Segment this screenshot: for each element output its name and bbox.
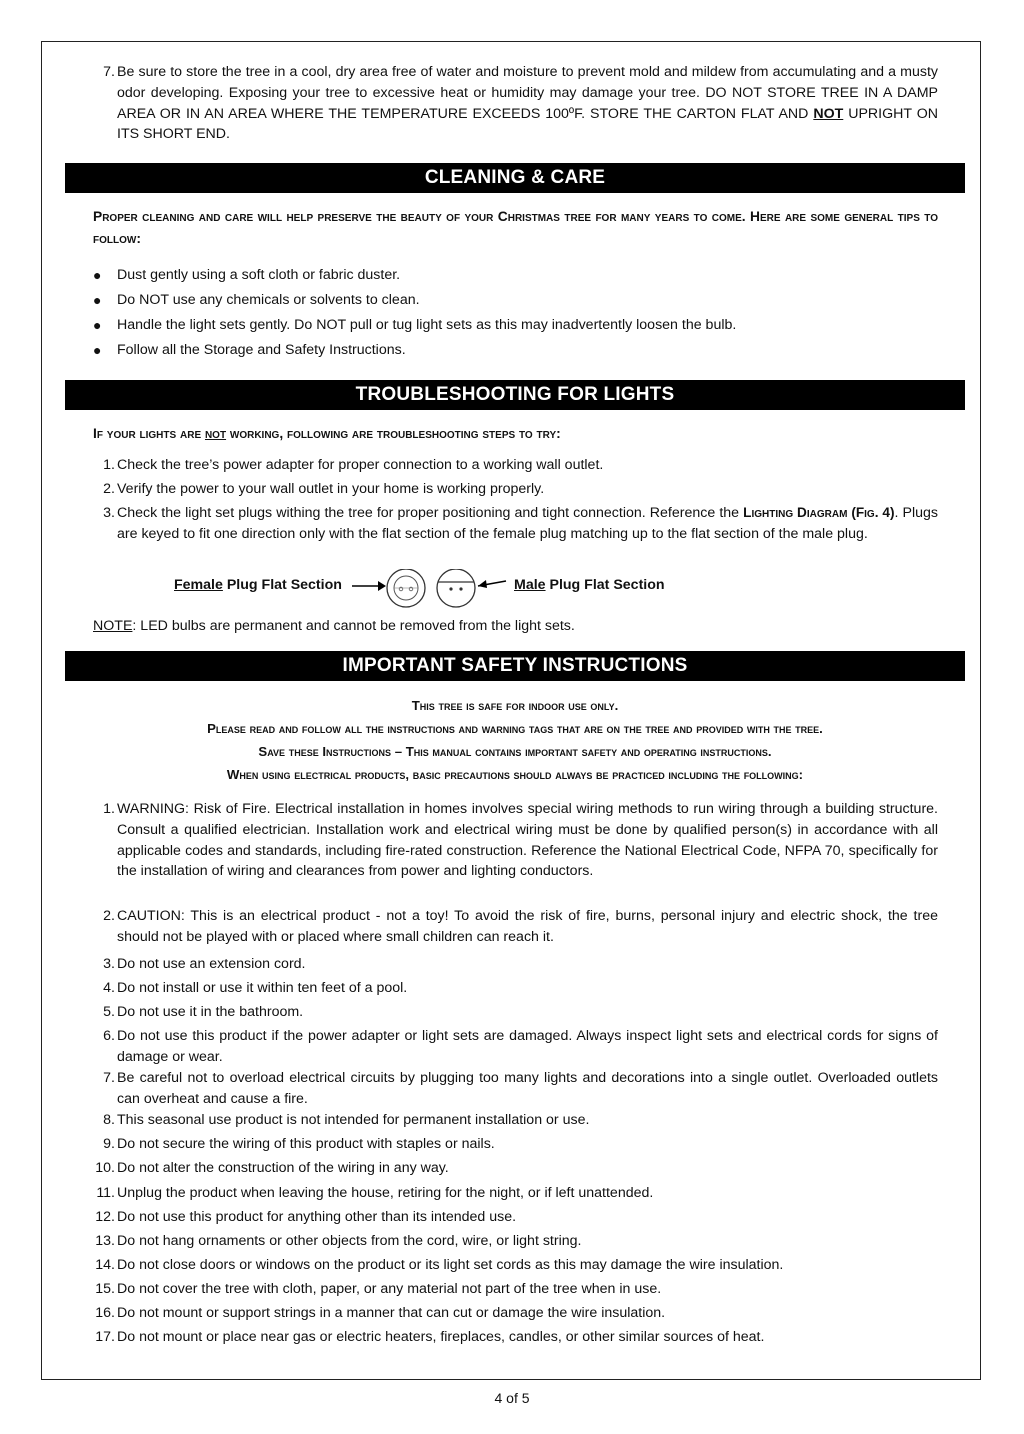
item-number: 13. xyxy=(95,1233,115,1249)
section-heading-troubleshooting: TROUBLESHOOTING FOR LIGHTS xyxy=(65,380,965,410)
item-text: Do not use an extension cord. xyxy=(117,956,306,972)
section-heading-safety: IMPORTANT SAFETY INSTRUCTIONS xyxy=(65,651,965,681)
troubleshooting-step-3 xyxy=(83,503,938,545)
safety-item xyxy=(83,1207,938,1228)
item-number: 3. xyxy=(103,956,115,972)
safety-item xyxy=(83,1134,938,1155)
section-heading-cleaning: CLEANING & CARE xyxy=(65,163,965,193)
safety-item xyxy=(83,906,938,948)
item-text: This seasonal use product is not intended for permanent installation or use. xyxy=(117,1112,590,1128)
female-plug-icon xyxy=(387,569,425,607)
safety-item xyxy=(83,1068,938,1110)
cleaning-intro: Proper cleaning and care will help preserve the beauty of your Christmas tree for many years to come. Here are some general tips to follow: xyxy=(93,209,938,246)
item-number: 9. xyxy=(103,1136,115,1152)
cleaning-tips-list xyxy=(93,265,938,365)
safety-item xyxy=(83,1327,938,1348)
troubleshooting-step-2 xyxy=(83,479,938,500)
item-number: 10. xyxy=(95,1160,115,1176)
item-text: Do not close doors or windows on the product or its light set cords as this may damage the wire insulation. xyxy=(117,1257,784,1273)
male-plug-label: Male Plug Flat Section xyxy=(514,577,665,593)
item-text: Do not use this product if the power adapter or light sets are damaged. Always inspect light sets and electrical cords for signs of damage or wear. xyxy=(117,1028,938,1065)
item-text: Do not install or use it within ten feet of a pool. xyxy=(117,980,408,996)
item-number: 1. xyxy=(103,801,115,817)
female-plug-label: Female Plug Flat Section xyxy=(174,577,342,593)
safety-intro-line-4: When using electrical products, basic precautions should always be practiced including the following: xyxy=(226,767,804,782)
safety-item xyxy=(83,1158,938,1179)
led-note: NOTE: LED bulbs are permanent and cannot be removed from the light sets. xyxy=(93,618,575,634)
plug-diagram xyxy=(0,569,1024,609)
item-text: Do not use this product for anything other than its intended use. xyxy=(117,1209,517,1225)
item-number: 7. xyxy=(103,1070,115,1086)
bullet-icon: ● xyxy=(93,292,102,308)
troubleshooting-step-1 xyxy=(83,455,938,476)
safety-intro-line-1: This tree is safe for indoor use only. xyxy=(411,698,619,713)
step-number: 2. xyxy=(103,481,115,497)
storage-item-7 xyxy=(83,62,938,145)
item-text: Be careful not to overload electrical circuits by plugging too many lights and decorations into a single outlet. Overloaded outlets can overheat and cause a fire. xyxy=(117,1070,938,1107)
item-number: 17. xyxy=(95,1329,115,1345)
step-number: 3. xyxy=(103,505,115,521)
item-number: 7. xyxy=(103,64,115,80)
safety-item xyxy=(83,1002,938,1023)
safety-item xyxy=(83,978,938,999)
plug-illustration xyxy=(348,569,508,609)
item-number: 6. xyxy=(103,1028,115,1044)
step-number: 1. xyxy=(103,457,115,473)
item-number: 2. xyxy=(103,908,115,924)
item-number: 16. xyxy=(95,1305,115,1321)
item-text: Do not cover the tree with cloth, paper, or any material not part of the tree when in use. xyxy=(117,1281,662,1297)
item-number: 4. xyxy=(103,980,115,996)
item-number: 5. xyxy=(103,1004,115,1020)
safety-item xyxy=(83,799,938,882)
bullet-icon: ● xyxy=(93,342,102,358)
item-text: Do not use it in the bathroom. xyxy=(117,1004,304,1020)
safety-item xyxy=(83,1110,938,1131)
item-text: Do not alter the construction of the wiring in any way. xyxy=(117,1160,449,1176)
list-item: ● Dust gently using a soft cloth or fabric duster. xyxy=(93,267,401,283)
step-text: Verify the power to your wall outlet in your home is working properly. xyxy=(117,481,545,497)
safety-item xyxy=(83,954,938,975)
safety-item xyxy=(83,1303,938,1324)
step-text: Check the tree’s power adapter for proper connection to a working wall outlet. xyxy=(117,457,604,473)
left-arrow-icon xyxy=(478,580,506,588)
item-number: 14. xyxy=(95,1257,115,1273)
list-item: ● Do NOT use any chemicals or solvents to clean. xyxy=(93,292,420,308)
step-text: Check the light set plugs withing the tree for proper positioning and tight connection. Reference the Lighting Diagram (Fig. 4). Plugs are keyed to fit one direction only with the flat section of the female plug matching up to the flat section of the male plug. xyxy=(117,505,939,542)
safety-item xyxy=(83,1279,938,1300)
bullet-icon: ● xyxy=(93,267,102,283)
item-number: 8. xyxy=(103,1112,115,1128)
safety-item xyxy=(83,1183,938,1204)
item-text: Unplug the product when leaving the house, retiring for the night, or if left unattended. xyxy=(117,1185,654,1201)
bullet-icon: ● xyxy=(93,317,102,333)
item-text: CAUTION: This is an electrical product - not a toy! To avoid the risk of fire, burns, personal injury and electric shock, the tree should not be played with or placed where small children can reach it. xyxy=(117,908,938,945)
male-plug-icon xyxy=(437,569,475,607)
item-number: 12. xyxy=(95,1209,115,1225)
safety-intro-line-3: Save these Instructions – This manual contains important safety and operating instructions. xyxy=(258,744,772,759)
item-text: Do not mount or support strings in a manner that can cut or damage the wire insulation. xyxy=(117,1305,666,1321)
page-number: 4 of 5 xyxy=(494,1390,530,1406)
item-number: 11. xyxy=(96,1185,115,1201)
troubleshooting-intro: If your lights are not working, following are troubleshooting steps to try: xyxy=(93,426,561,441)
item-text: Do not secure the wiring of this product with staples or nails. xyxy=(117,1136,495,1152)
safety-item xyxy=(83,1026,938,1068)
list-item: ● Handle the light sets gently. Do NOT pull or tug light sets as this may inadvertently loosen the bulb. xyxy=(93,317,737,333)
item-number: 15. xyxy=(95,1281,115,1297)
item-text: WARNING: Risk of Fire. Electrical installation in homes involves special wiring methods to run wiring through a building structure. Consult a qualified electrician. Installation work and electrical wiring must be done by qualified person(s) in accordance with all applicable codes and standards, including fire-rated construction. Reference the National Electrical Code, NFPA 70, specifically for the installation of wiring and clearances from power and lighting conductors. xyxy=(117,801,938,880)
safety-item xyxy=(83,1255,938,1276)
item-text: Be sure to store the tree in a cool, dry area free of water and moisture to prevent mold and mildew from accumulating and a musty odor developing. Exposing your tree to excessive heat or humidity may damage your tree. DO NOT STORE TREE IN A DAMP AREA OR IN AN AREA WHERE THE TEMPERATURE EXCEEDS 100ºF. STORE THE CARTON FLAT AND NOT UPRIGHT ON ITS SHORT END. xyxy=(117,64,938,143)
safety-intro-line-2: Please read and follow all the instructions and warning tags that are on the tree and provided with the tree. xyxy=(207,721,823,736)
item-text: Do not mount or place near gas or electric heaters, fireplaces, candles, or other similar sources of heat. xyxy=(117,1329,765,1345)
item-text: Do not hang ornaments or other objects from the cord, wire, or light string. xyxy=(117,1233,582,1249)
safety-item xyxy=(83,1231,938,1252)
list-item: ● Follow all the Storage and Safety Instructions. xyxy=(93,342,406,358)
right-arrow-icon xyxy=(352,581,386,591)
